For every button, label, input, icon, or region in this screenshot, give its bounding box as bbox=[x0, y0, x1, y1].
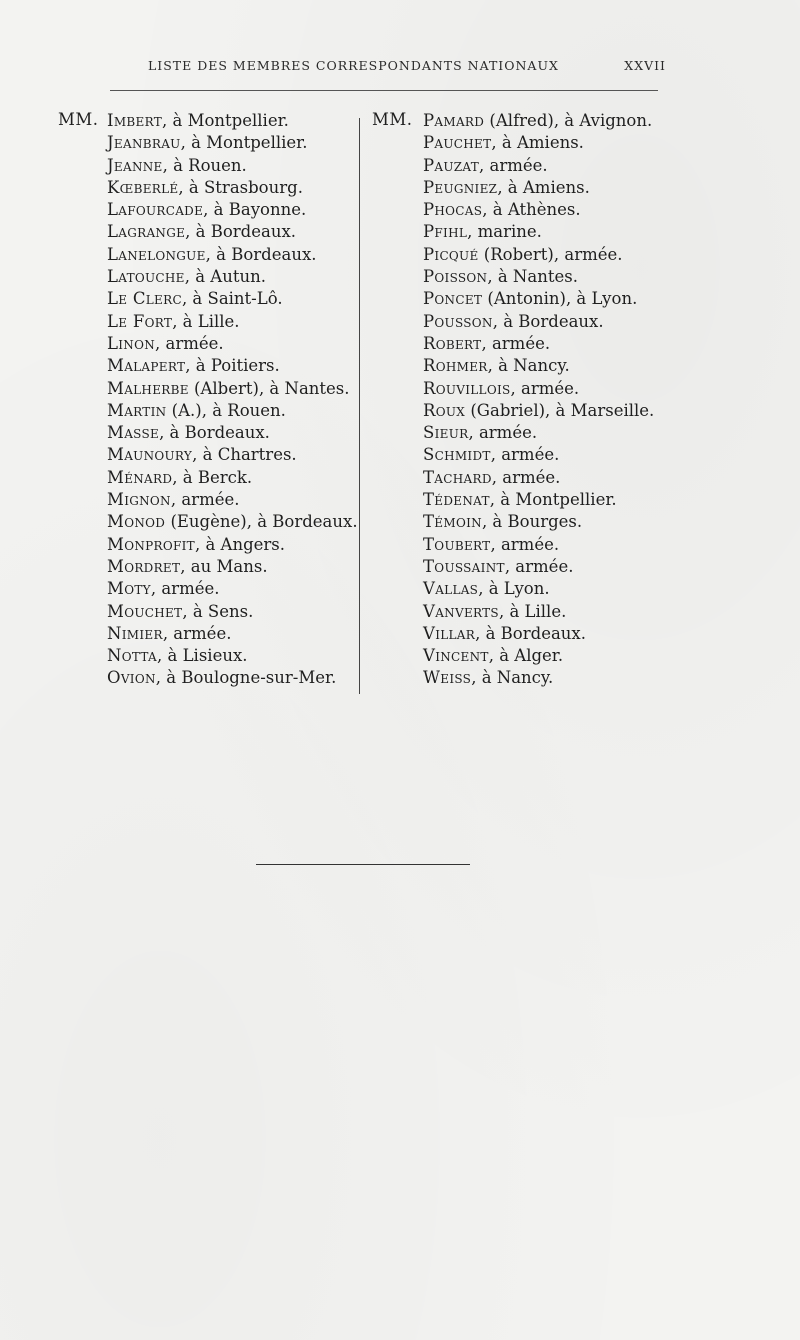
member-name: Pfihl bbox=[423, 222, 468, 242]
member-entry bbox=[423, 311, 654, 333]
member-entry bbox=[423, 199, 654, 221]
member-entry bbox=[423, 378, 654, 400]
member-location: (Albert), à Nantes. bbox=[188, 378, 350, 398]
member-location: (Alfred), à Avignon. bbox=[484, 111, 653, 130]
member-name: Linon bbox=[107, 333, 156, 353]
member-entry bbox=[107, 132, 358, 154]
member-entry bbox=[107, 110, 358, 132]
member-entry bbox=[107, 444, 358, 466]
member-name: Jeanbrau bbox=[107, 133, 181, 153]
member-entry bbox=[423, 645, 654, 667]
member-location: (Robert), armée. bbox=[478, 244, 623, 264]
member-name: Notta bbox=[107, 646, 158, 666]
member-entry bbox=[423, 467, 654, 489]
member-name: Malherbe bbox=[107, 378, 189, 398]
member-entry bbox=[107, 155, 358, 177]
member-entry bbox=[107, 645, 358, 667]
member-location: , armée. bbox=[490, 445, 560, 465]
member-location: , armée. bbox=[490, 534, 560, 554]
member-name: Ovion bbox=[107, 668, 156, 688]
member-entry bbox=[107, 400, 358, 422]
member-name: Toussaint bbox=[423, 556, 505, 576]
member-location: , à Chartres. bbox=[192, 445, 297, 465]
member-name: Vallas bbox=[423, 579, 479, 599]
member-location: , armée. bbox=[162, 623, 232, 643]
column-divider bbox=[359, 118, 360, 694]
member-entry bbox=[423, 132, 654, 154]
member-name: Moty bbox=[107, 579, 151, 599]
member-name: Martin bbox=[107, 400, 167, 420]
member-location: , à Autun. bbox=[184, 267, 266, 287]
member-entry bbox=[423, 333, 654, 355]
member-name: Sieur bbox=[423, 423, 469, 443]
member-location: (Antonin), à Lyon. bbox=[482, 289, 638, 309]
member-location: , armée. bbox=[150, 579, 220, 599]
header-rule bbox=[110, 90, 658, 91]
member-entry bbox=[107, 221, 358, 243]
member-location: , à Amiens. bbox=[491, 133, 584, 153]
member-location: , à Nancy. bbox=[487, 356, 570, 376]
member-location: , à Bordeaux. bbox=[205, 244, 317, 264]
member-entry bbox=[107, 378, 358, 400]
left-column-prefix: MM. bbox=[58, 110, 99, 129]
member-name: Toubert bbox=[423, 534, 491, 554]
member-name: Picqué bbox=[423, 244, 479, 264]
member-location: , à Poitiers. bbox=[185, 356, 280, 376]
member-location: , à Athènes. bbox=[482, 200, 581, 220]
member-location: , à Montpellier. bbox=[162, 111, 289, 130]
member-entry bbox=[423, 667, 654, 689]
member-location: , à Bordeaux. bbox=[475, 623, 586, 643]
member-name: Jeanne bbox=[107, 155, 163, 175]
member-location: , à Berck. bbox=[172, 467, 253, 487]
member-location: , armée. bbox=[491, 467, 561, 487]
member-entry bbox=[107, 288, 358, 310]
member-entry bbox=[423, 578, 654, 600]
closing-rule bbox=[256, 864, 470, 865]
member-name: Kœberlé bbox=[107, 177, 179, 197]
member-name: Ménard bbox=[107, 467, 173, 487]
header-title: LISTE DES MEMBRES CORRESPONDANTS NATIONAUX bbox=[148, 58, 559, 73]
member-location: (Gabriel), à Marseille. bbox=[465, 400, 655, 420]
member-location: , à Alger. bbox=[488, 646, 564, 666]
member-location: , à Bayonne. bbox=[203, 200, 307, 220]
left-member-list bbox=[107, 110, 358, 690]
page-number: XXVII bbox=[624, 58, 666, 73]
member-name: Maunoury bbox=[107, 445, 193, 465]
member-entry bbox=[107, 333, 358, 355]
running-header bbox=[148, 58, 666, 78]
member-entry bbox=[423, 266, 654, 288]
member-entry bbox=[107, 311, 358, 333]
member-name: Témoin bbox=[423, 512, 482, 532]
member-location: , armée. bbox=[481, 333, 551, 353]
member-location: , à Angers. bbox=[194, 534, 285, 554]
member-location: , à Bordeaux. bbox=[185, 222, 297, 242]
member-location: , à Montpellier. bbox=[180, 133, 308, 153]
member-name: Tédenat bbox=[423, 490, 490, 510]
member-location: , à Sens. bbox=[182, 601, 254, 621]
member-location: , à Nancy. bbox=[471, 668, 554, 688]
member-location: , à Saint-Lô. bbox=[181, 289, 283, 309]
member-name: Lagrange bbox=[107, 222, 186, 242]
member-name: Le Clerc bbox=[107, 289, 182, 309]
member-entry bbox=[423, 400, 654, 422]
member-location: , marine. bbox=[467, 222, 542, 242]
member-name: Pousson bbox=[423, 311, 493, 331]
member-entry bbox=[107, 355, 358, 377]
member-location: , à Strasbourg. bbox=[178, 177, 303, 197]
member-name: Peugniez bbox=[423, 177, 498, 197]
member-entry bbox=[107, 467, 358, 489]
member-location: , armée. bbox=[155, 333, 224, 353]
member-location: , armée. bbox=[479, 155, 548, 175]
member-location: , au Mans. bbox=[180, 556, 268, 576]
member-location: , armée. bbox=[504, 556, 574, 576]
member-name: Monod bbox=[107, 512, 166, 532]
member-location: , à Nantes. bbox=[487, 267, 578, 287]
member-location: , armée. bbox=[468, 423, 538, 443]
member-name: Nimier bbox=[107, 623, 163, 643]
member-name: Schmidt bbox=[423, 445, 491, 465]
member-location: (Eugène), à Bordeaux. bbox=[165, 512, 358, 532]
member-entry bbox=[107, 534, 358, 556]
member-entry bbox=[423, 489, 654, 511]
member-entry bbox=[107, 601, 358, 623]
member-name: Latouche bbox=[107, 267, 185, 287]
member-entry bbox=[423, 511, 654, 533]
member-location: , armée. bbox=[510, 378, 580, 398]
member-entry bbox=[423, 288, 654, 310]
member-location: , armée. bbox=[170, 490, 240, 510]
member-name: Le Fort bbox=[107, 311, 173, 331]
member-entry bbox=[423, 601, 654, 623]
member-entry bbox=[423, 244, 654, 266]
member-entry bbox=[107, 556, 358, 578]
member-name: Mignon bbox=[107, 490, 171, 510]
member-entry bbox=[423, 221, 654, 243]
member-entry bbox=[107, 266, 358, 288]
member-entry bbox=[423, 155, 654, 177]
member-entry bbox=[107, 244, 358, 266]
member-entry bbox=[423, 623, 654, 645]
member-entry bbox=[107, 177, 358, 199]
right-member-list bbox=[423, 110, 654, 690]
member-name: Malapert bbox=[107, 356, 186, 376]
member-name: Weiss bbox=[423, 668, 472, 688]
member-location: , à Bordeaux. bbox=[492, 311, 604, 331]
member-entry bbox=[107, 667, 358, 689]
member-location: , à Rouen. bbox=[162, 155, 247, 175]
member-name: Pamard bbox=[423, 111, 485, 130]
member-name: Lanelongue bbox=[107, 244, 206, 264]
member-location: , à Lille. bbox=[498, 601, 567, 621]
member-name: Monprofit bbox=[107, 534, 195, 554]
member-entry bbox=[107, 199, 358, 221]
member-location: , à Lyon. bbox=[478, 579, 550, 599]
right-column-prefix: MM. bbox=[372, 110, 413, 129]
member-location: , à Bordeaux. bbox=[159, 423, 270, 443]
member-location: , à Lille. bbox=[172, 311, 240, 331]
member-name: Vanverts bbox=[423, 601, 499, 621]
member-entry bbox=[423, 444, 654, 466]
member-name: Poisson bbox=[423, 267, 488, 287]
member-name: Poncet bbox=[423, 289, 483, 309]
member-entry bbox=[423, 534, 654, 556]
member-name: Robert bbox=[423, 333, 482, 353]
member-name: Pauzat bbox=[423, 155, 480, 175]
member-name: Rouvillois bbox=[423, 378, 511, 398]
member-location: , à Bourges. bbox=[481, 512, 583, 532]
member-name: Villar bbox=[423, 623, 476, 643]
member-entry bbox=[423, 110, 654, 132]
member-entry bbox=[423, 422, 654, 444]
member-name: Mordret bbox=[107, 556, 181, 576]
member-name: Lafourcade bbox=[107, 200, 204, 220]
member-entry bbox=[107, 489, 358, 511]
member-name: Roux bbox=[423, 400, 466, 420]
member-location: , à Montpellier. bbox=[489, 490, 617, 510]
member-name: Pauchet bbox=[423, 133, 492, 153]
member-name: Mouchet bbox=[107, 601, 183, 621]
member-name: Imbert bbox=[107, 111, 163, 130]
member-name: Vincent bbox=[423, 646, 489, 666]
member-name: Rohmer bbox=[423, 356, 488, 376]
member-entry bbox=[423, 177, 654, 199]
member-entry bbox=[423, 355, 654, 377]
member-location: , à Boulogne-sur-Mer. bbox=[155, 668, 337, 688]
member-entry bbox=[107, 623, 358, 645]
member-entry bbox=[107, 422, 358, 444]
member-entry bbox=[107, 578, 358, 600]
member-name: Phocas bbox=[423, 200, 483, 220]
member-name: Tachard bbox=[423, 467, 492, 487]
member-location: (A.), à Rouen. bbox=[166, 400, 286, 420]
member-entry bbox=[423, 556, 654, 578]
member-entry bbox=[107, 511, 358, 533]
member-location: , à Lisieux. bbox=[157, 646, 248, 666]
member-name: Masse bbox=[107, 423, 160, 443]
member-location: , à Amiens. bbox=[497, 177, 590, 197]
